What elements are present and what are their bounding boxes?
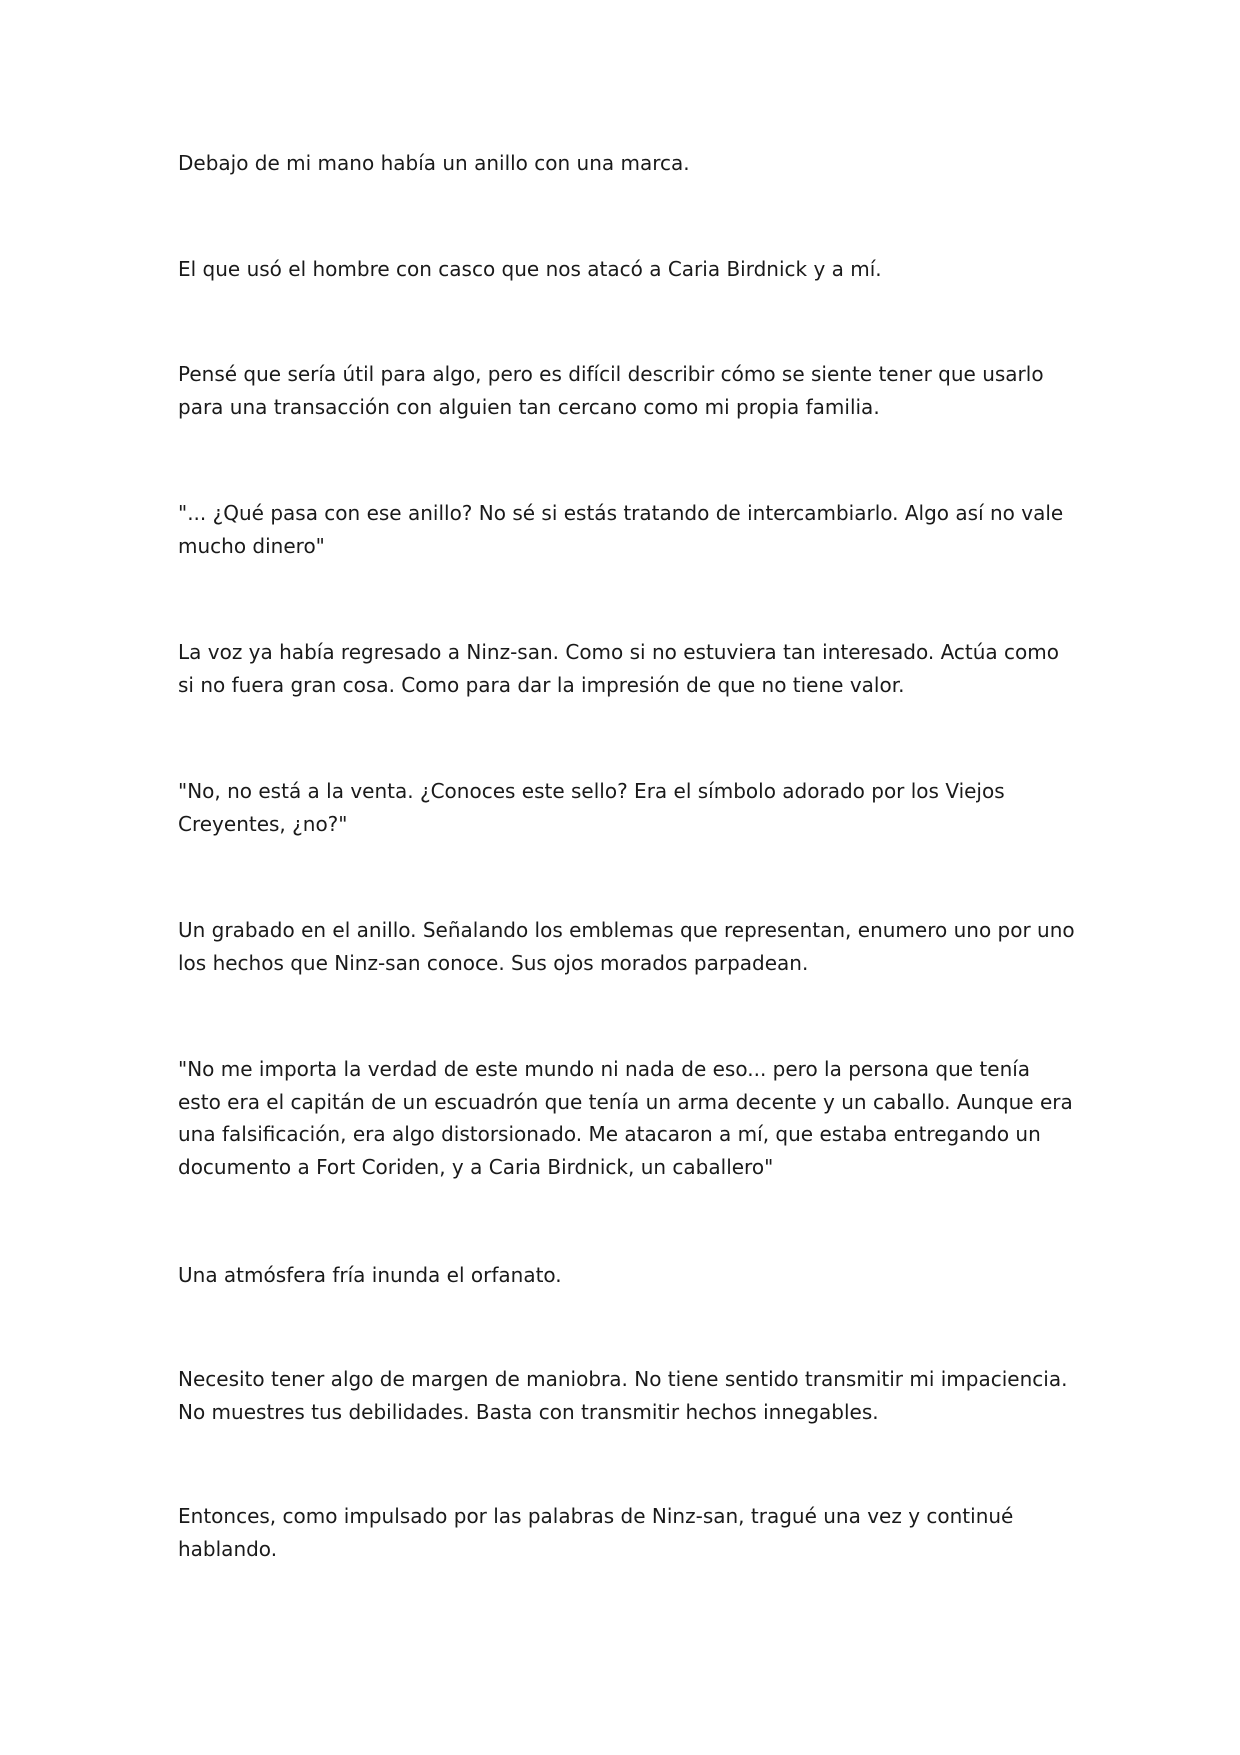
paragraph: El que usó el hombre con casco que nos atacó a Caria Birdnick y a mí. [178,257,882,281]
paragraph: "No me importa la verdad de este mundo ni nada de eso... pero la persona que tenía esto era el capitán de un escuadrón que tenía un arma decente y un caballo. Aunque era una falsificación, era algo distorsionado. Me atacaron a mí, que estaba entregando un documento a Fort Coriden, y a Caria Birdnick, un caballero" [178,1057,1073,1179]
paragraph: Una atmósfera fría inunda el orfanato. [178,1263,562,1287]
paragraph: Necesito tener algo de margen de maniobra. No tiene sentido transmitir mi impaciencia. No muestres tus debilidades. Basta con transmitir hechos innegables. [178,1367,1068,1424]
paragraph: Debajo de mi mano había un anillo con una marca. [178,151,690,175]
paragraph: Entonces, como impulsado por las palabras de Ninz-san, tragué una vez y continué hablando. [178,1504,1014,1561]
paragraph: "... ¿Qué pasa con ese anillo? No sé si estás tratando de intercambiarlo. Algo así no vale mucho dinero" [178,501,1064,558]
paragraph: La voz ya había regresado a Ninz-san. Como si no estuviera tan interesado. Actúa como si no fuera gran cosa. Como para dar la impresión de que no tiene valor. [178,640,1059,697]
paragraph: "No, no está a la venta. ¿Conoces este sello? Era el símbolo adorado por los Viejos Creyentes, ¿no?" [178,779,1005,836]
paragraph: Pensé que sería útil para algo, pero es difícil describir cómo se siente tener que usarlo para una transacción con alguien tan cercano como mi propia familia. [178,362,1044,419]
paragraph: Un grabado en el anillo. Señalando los emblemas que representan, enumero uno por uno los hechos que Ninz-san conoce. Sus ojos morados parpadean. [178,918,1075,975]
